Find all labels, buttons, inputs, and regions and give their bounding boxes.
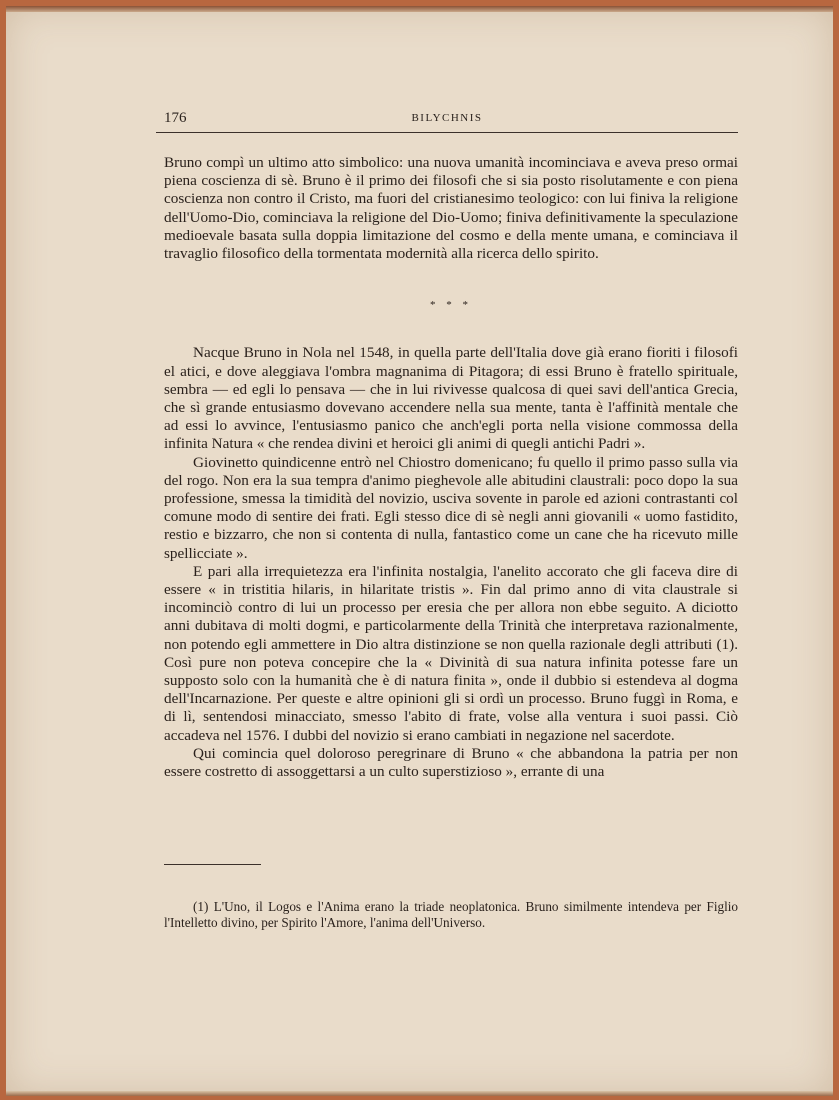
- section-separator: * * *: [430, 299, 472, 312]
- paragraph-2: Nacque Bruno in Nola nel 1548, in quella parte dell'Italia dove già erano fioriti i filosofi el atici, e dove aleggiava l'ombra magnanima di Pitagora; di essi Bruno è fratello spirituale, sembra — ed egli lo pensava — che in lui rivivesse qualcosa di quei savi dell'antica Grecia, che sì grande entusiasmo dovevano accendere nella sua mente, tanta è l'affinità mentale che ad essi lo avvince, l'entusiasmo panico che anch'egli porta nella visione commossa della infinita Natura « che rendea divini et heroici gli animi di quegli antichi Padri ».: [164, 344, 738, 453]
- paragraph-3: Giovinetto quindicenne entrò nel Chiostro domenicano; fu quello il primo passo sulla via del rogo. Non era la sua tempra d'animo pieghevole alle abitudini claustrali: poco dopo la sua professione, smessa la timidità del novizio, usciva sovente in parole ed azioni contrastanti col comune modo di sentire dei frati. Egli stesso dice di sè negli anni giovanili « uomo fastidito, restio e bizzarro, che non si contenta di nulla, fantastico come un cane che ha ricevuto mille spellicciate ».: [164, 453, 738, 562]
- page-bottom-edge: [6, 1091, 833, 1096]
- paragraph-1: Bruno compì un ultimo atto simbolico: una nuova umanità incominciava e aveva preso ormai piena coscienza di sè. Bruno è il primo dei filosofi che si sia posto risolutamente e con piena coscienza non contro il Cristo, ma fuori del cristianesimo teologico: con lui finiva la religione dell'Uomo-Dio, cominciava la religione del Dio-Uomo; finiva definitivamente la speculazione medioevale basata sulla doppia limitazione del cosmo e della mente umana, e cominciava il travaglio filosofico della tormentata modernità alla ricerca dello spirito.: [164, 154, 738, 263]
- paragraph-5: Qui comincia quel doloroso peregrinare di Bruno « che abbandona la patria per non essere costretto di assoggettarsi a un culto superstizioso », errante di una: [164, 744, 738, 781]
- footnote: (1) L'Uno, il Logos e l'Anima erano la triade neoplatonica. Bruno similmente intendeva per Figlio l'Intelletto divino, per Spirito l'Amore, l'anima dell'Universo.: [164, 899, 738, 931]
- book-page: [6, 6, 833, 1096]
- page-number: 176: [164, 110, 187, 126]
- page-top-edge: [6, 6, 833, 12]
- body-text: [164, 154, 738, 781]
- footnote-rule: [164, 864, 261, 865]
- page-header: [156, 110, 738, 133]
- running-head: BILYCHNIS: [411, 112, 483, 124]
- paragraph-4: E pari alla irrequietezza era l'infinita nostalgia, l'anelito accorato che gli faceva dire di essere « in tristitia hilaris, in hilaritate tristis ». Fin dal primo anno di vita claustrale si incominciò contro di lui un processo per eresia che per allora non ebbe seguito. A diciotto anni dubitava di molti dogmi, e particolarmente della Trinità che interpretava razionalmente, non potendo egli ammettere in Dio altra distinzione se non quella razionale degli attributi (1). Così pure non poteva concepire che la « Divinità di sua natura infinita potesse fare un supposto solo con la humanità che è di natura finita », onde il dubbio si estendeva al dogma dell'Incarnazione. Per queste e altre opinioni gli si ordì un processo. Bruno fuggì in Roma, e di lì, sentendosi minacciato, smesso l'abito di frate, volse alla ventura i suoi passi. Ciò accadeva nel 1576. I dubbi del novizio si erano cambiati in negazione nel sacerdote.: [164, 562, 738, 744]
